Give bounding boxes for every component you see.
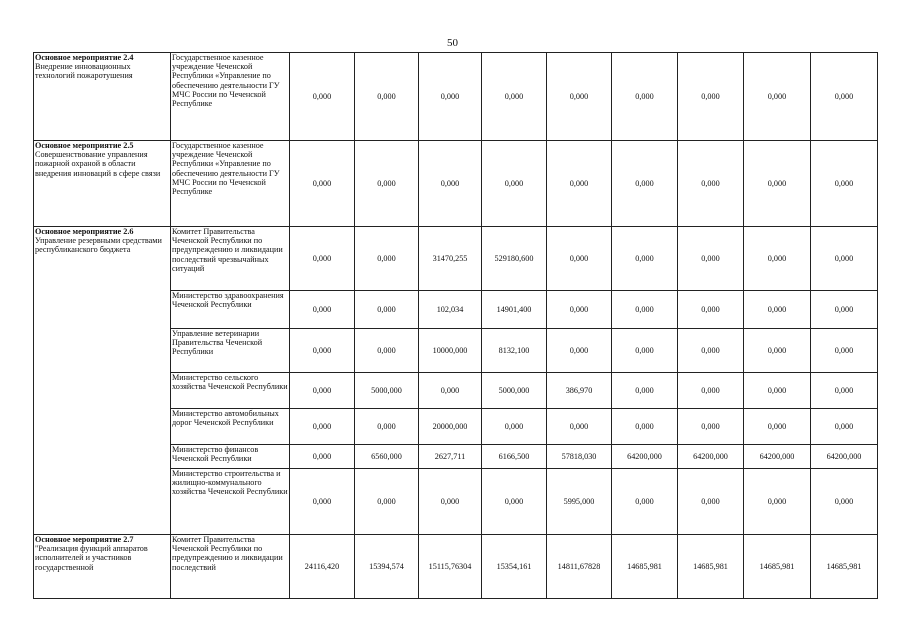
measure-description: "Реализация функций аппаратов исполнителей и участников государственной bbox=[35, 544, 148, 572]
value-cell: 0,000 bbox=[290, 409, 355, 445]
value-cell: 0,000 bbox=[744, 291, 811, 329]
value-cell: 0,000 bbox=[811, 373, 878, 409]
value-cell: 64200,000 bbox=[811, 445, 878, 469]
value-cell: 31470,255 bbox=[419, 227, 482, 291]
value-cell: 0,000 bbox=[678, 409, 744, 445]
measure-description: Внедрение инновационных технологий пожаротушения bbox=[35, 62, 133, 81]
value-cell: 0,000 bbox=[811, 469, 878, 535]
value-cell: 0,000 bbox=[678, 329, 744, 373]
page-number: 50 bbox=[447, 37, 458, 49]
value-cell: 10000,000 bbox=[419, 329, 482, 373]
value-cell: 64200,000 bbox=[612, 445, 678, 469]
value-cell: 24116,420 bbox=[290, 535, 355, 599]
measure-description: Управление резервными средствами республиканского бюджета bbox=[35, 236, 162, 255]
value-cell: 14685,981 bbox=[811, 535, 878, 599]
value-cell: 0,000 bbox=[290, 373, 355, 409]
agency-cell: Комитет Правительства Чеченской Республики по предупреждению и ликвидации последствий bbox=[171, 535, 290, 599]
value-cell: 0,000 bbox=[744, 409, 811, 445]
value-cell: 14685,981 bbox=[744, 535, 811, 599]
value-cell: 0,000 bbox=[482, 53, 547, 141]
value-cell: 0,000 bbox=[547, 141, 612, 227]
value-cell: 14901,400 bbox=[482, 291, 547, 329]
value-cell: 0,000 bbox=[355, 409, 419, 445]
value-cell: 0,000 bbox=[744, 373, 811, 409]
value-cell: 0,000 bbox=[419, 141, 482, 227]
value-cell: 0,000 bbox=[482, 469, 547, 535]
value-cell: 0,000 bbox=[290, 469, 355, 535]
value-cell: 5995,000 bbox=[547, 469, 612, 535]
value-cell: 0,000 bbox=[678, 469, 744, 535]
value-cell: 386,970 bbox=[547, 373, 612, 409]
value-cell: 0,000 bbox=[678, 141, 744, 227]
value-cell: 0,000 bbox=[811, 329, 878, 373]
value-cell: 6166,500 bbox=[482, 445, 547, 469]
value-cell: 0,000 bbox=[744, 141, 811, 227]
agency-cell: Министерство финансов Чеченской Республики bbox=[171, 445, 290, 469]
value-cell: 0,000 bbox=[678, 373, 744, 409]
agency-cell: Министерство здравоохранения Чеченской Республики bbox=[171, 291, 290, 329]
value-cell: 0,000 bbox=[355, 53, 419, 141]
measure-cell bbox=[34, 141, 171, 227]
value-cell: 0,000 bbox=[612, 329, 678, 373]
value-cell: 15394,574 bbox=[355, 535, 419, 599]
value-cell: 0,000 bbox=[811, 227, 878, 291]
value-cell: 0,000 bbox=[547, 409, 612, 445]
value-cell: 0,000 bbox=[355, 141, 419, 227]
value-cell: 14685,981 bbox=[678, 535, 744, 599]
measure-title: Основное мероприятие 2.6 bbox=[35, 227, 134, 236]
value-cell: 0,000 bbox=[678, 291, 744, 329]
value-cell: 0,000 bbox=[612, 469, 678, 535]
table-row bbox=[34, 535, 878, 599]
value-cell: 57818,030 bbox=[547, 445, 612, 469]
agency-cell: Государственное казенное учреждение Чеченской Республики «Управление по обеспечению деятельности ГУ МЧС России по Чеченской Республике bbox=[171, 53, 290, 141]
value-cell: 0,000 bbox=[612, 141, 678, 227]
value-cell: 0,000 bbox=[355, 227, 419, 291]
value-cell: 0,000 bbox=[290, 445, 355, 469]
agency-cell: Государственное казенное учреждение Чеченской Республики «Управление по обеспечению деятельности ГУ МЧС России по Чеченской Республике bbox=[171, 141, 290, 227]
value-cell: 0,000 bbox=[419, 53, 482, 141]
table-row bbox=[34, 141, 878, 227]
agency-cell: Комитет Правительства Чеченской Республики по предупреждению и ликвидации последствий чрезвычайных ситуаций bbox=[171, 227, 290, 291]
table-row bbox=[34, 227, 878, 291]
value-cell: 8132,100 bbox=[482, 329, 547, 373]
value-cell: 0,000 bbox=[612, 291, 678, 329]
value-cell: 0,000 bbox=[811, 53, 878, 141]
value-cell: 0,000 bbox=[744, 53, 811, 141]
budget-table bbox=[33, 52, 878, 599]
agency-cell: Министерство автомобильных дорог Чеченской Республики bbox=[171, 409, 290, 445]
measure-description: Совершенствование управления пожарной охраной в области внедрения инноваций в сфере связи bbox=[35, 150, 161, 178]
value-cell: 14811,67828 bbox=[547, 535, 612, 599]
value-cell: 0,000 bbox=[612, 373, 678, 409]
value-cell: 0,000 bbox=[678, 53, 744, 141]
value-cell: 5000,000 bbox=[482, 373, 547, 409]
measure-cell bbox=[34, 53, 171, 141]
measure-cell bbox=[34, 535, 171, 599]
measure-title: Основное мероприятие 2.4 bbox=[35, 53, 134, 62]
value-cell: 0,000 bbox=[547, 227, 612, 291]
agency-cell: Министерство строительства и жилищно-коммунального хозяйства Чеченской Республики bbox=[171, 469, 290, 535]
value-cell: 0,000 bbox=[290, 291, 355, 329]
value-cell: 0,000 bbox=[419, 373, 482, 409]
value-cell: 0,000 bbox=[744, 329, 811, 373]
value-cell: 0,000 bbox=[547, 53, 612, 141]
value-cell: 0,000 bbox=[612, 227, 678, 291]
agency-cell: Министерство сельского хозяйства Чеченской Республики bbox=[171, 373, 290, 409]
value-cell: 15115,76304 bbox=[419, 535, 482, 599]
agency-cell: Управление ветеринарии Правительства Чеченской Республики bbox=[171, 329, 290, 373]
value-cell: 14685,981 bbox=[612, 535, 678, 599]
value-cell: 0,000 bbox=[547, 291, 612, 329]
value-cell: 5000,000 bbox=[355, 373, 419, 409]
value-cell: 102,034 bbox=[419, 291, 482, 329]
value-cell: 0,000 bbox=[419, 469, 482, 535]
value-cell: 0,000 bbox=[612, 53, 678, 141]
value-cell: 20000,000 bbox=[419, 409, 482, 445]
value-cell: 0,000 bbox=[355, 329, 419, 373]
value-cell: 0,000 bbox=[290, 53, 355, 141]
value-cell: 0,000 bbox=[482, 141, 547, 227]
value-cell: 0,000 bbox=[547, 329, 612, 373]
value-cell: 0,000 bbox=[811, 141, 878, 227]
value-cell: 64200,000 bbox=[678, 445, 744, 469]
value-cell: 0,000 bbox=[290, 227, 355, 291]
value-cell: 0,000 bbox=[355, 291, 419, 329]
value-cell: 2627,711 bbox=[419, 445, 482, 469]
measure-title: Основное мероприятие 2.7 bbox=[35, 535, 134, 544]
value-cell: 0,000 bbox=[678, 227, 744, 291]
value-cell: 0,000 bbox=[811, 409, 878, 445]
value-cell: 0,000 bbox=[744, 227, 811, 291]
value-cell: 0,000 bbox=[744, 469, 811, 535]
value-cell: 6560,000 bbox=[355, 445, 419, 469]
measure-cell bbox=[34, 227, 171, 535]
table-row bbox=[34, 53, 878, 141]
value-cell: 64200,000 bbox=[744, 445, 811, 469]
value-cell: 529180,600 bbox=[482, 227, 547, 291]
value-cell: 0,000 bbox=[290, 141, 355, 227]
value-cell: 0,000 bbox=[355, 469, 419, 535]
value-cell: 0,000 bbox=[811, 291, 878, 329]
value-cell: 0,000 bbox=[482, 409, 547, 445]
value-cell: 0,000 bbox=[290, 329, 355, 373]
measure-title: Основное мероприятие 2.5 bbox=[35, 141, 134, 150]
value-cell: 0,000 bbox=[612, 409, 678, 445]
value-cell: 15354,161 bbox=[482, 535, 547, 599]
